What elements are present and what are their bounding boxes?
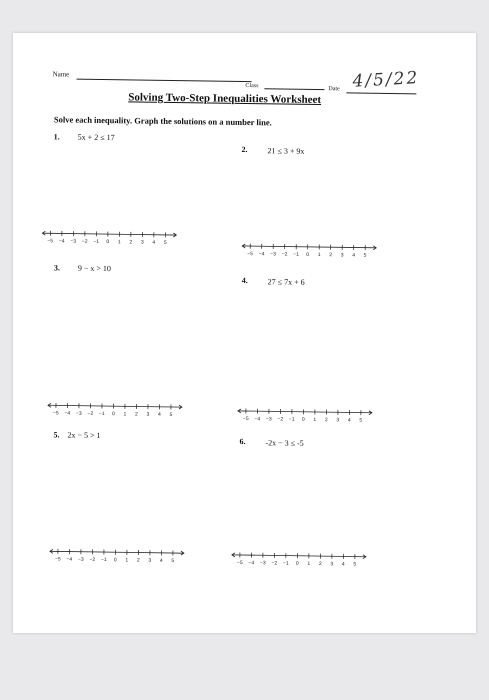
tick-label: 5 bbox=[169, 411, 173, 418]
tick-label: −3 bbox=[77, 556, 84, 563]
number-line-axis bbox=[48, 405, 182, 407]
date-label: Date bbox=[328, 86, 340, 93]
problem-5-expression: 2x − 5 > 1 bbox=[67, 430, 101, 441]
tick-label: −4 bbox=[64, 410, 71, 417]
tick-label: 0 bbox=[106, 239, 110, 246]
tick-label: 1 bbox=[307, 560, 311, 567]
problem-1-expression: 5x + 2 ≤ 17 bbox=[77, 132, 115, 143]
name-label: Name bbox=[52, 70, 70, 79]
tick-label: −2 bbox=[81, 238, 88, 245]
tick-label: 3 bbox=[336, 417, 340, 424]
number-line-axis bbox=[42, 233, 176, 235]
number-line-2 bbox=[242, 241, 384, 261]
problem-3-number: 3. bbox=[53, 263, 60, 273]
tick-label: −5 bbox=[236, 559, 243, 566]
tick-label: 3 bbox=[330, 561, 334, 568]
tick-label: 0 bbox=[306, 251, 310, 258]
tick-label: −3 bbox=[70, 238, 77, 245]
number-line-svg bbox=[48, 400, 190, 420]
tick-label: 0 bbox=[301, 416, 305, 423]
tick-label: 2 bbox=[318, 561, 322, 568]
tick-label: −2 bbox=[87, 410, 94, 417]
problem-6-number: 6. bbox=[239, 436, 246, 447]
name-line bbox=[77, 79, 252, 82]
worksheet-content bbox=[9, 30, 480, 636]
tick-label: −5 bbox=[242, 415, 249, 423]
problem-1-number: 1. bbox=[53, 132, 60, 142]
number-line-svg bbox=[42, 228, 184, 248]
tick-label: 4 bbox=[152, 239, 156, 246]
tick-label: 5 bbox=[163, 239, 167, 246]
tick-label: −3 bbox=[75, 410, 82, 417]
tick-label: −5 bbox=[247, 251, 253, 258]
problem-3-expression: 9 − x > 10 bbox=[77, 263, 111, 274]
tick-label: −3 bbox=[265, 416, 272, 423]
number-line-5 bbox=[50, 546, 192, 566]
number-line-4 bbox=[238, 406, 380, 426]
tick-label: 5 bbox=[353, 561, 357, 568]
tick-label: −2 bbox=[89, 556, 96, 563]
tick-label: 2 bbox=[324, 417, 328, 424]
class-label: Class bbox=[245, 82, 259, 90]
problem-2-number: 2. bbox=[241, 144, 248, 155]
tick-label: 1 bbox=[317, 252, 321, 259]
instructions: Solve each inequality. Graph the solutions on a number line. bbox=[53, 114, 272, 128]
number-line-svg bbox=[238, 406, 380, 426]
tick-label: −3 bbox=[270, 251, 276, 258]
tick-label: −2 bbox=[277, 416, 284, 423]
tick-label: 3 bbox=[148, 557, 152, 564]
tick-label: 4 bbox=[341, 561, 345, 568]
number-line-svg bbox=[50, 546, 192, 566]
tick-label: −1 bbox=[282, 560, 289, 567]
date-line bbox=[346, 92, 416, 94]
tick-label: −1 bbox=[100, 557, 107, 564]
tick-label: −1 bbox=[98, 410, 105, 418]
problem-6-expression: -2x − 3 ≤ -5 bbox=[265, 438, 304, 448]
worksheet-page bbox=[13, 33, 476, 633]
tick-label: 5 bbox=[359, 417, 363, 424]
number-line-axis bbox=[50, 551, 184, 553]
tick-label: 4 bbox=[157, 411, 161, 418]
tick-label: 0 bbox=[111, 411, 115, 418]
tick-label: −1 bbox=[93, 238, 100, 245]
tick-label: −2 bbox=[271, 560, 278, 567]
tick-label: 2 bbox=[134, 411, 138, 418]
tick-label: 0 bbox=[295, 560, 299, 567]
tick-label: 1 bbox=[313, 416, 317, 424]
number-line-svg bbox=[242, 241, 384, 261]
tick-label: −5 bbox=[52, 410, 59, 417]
tick-label: 1 bbox=[117, 239, 121, 246]
tick-label: 4 bbox=[352, 252, 356, 259]
tick-label: 5 bbox=[171, 558, 175, 565]
tick-label: −4 bbox=[66, 556, 73, 563]
tick-label: −4 bbox=[58, 238, 65, 245]
tick-label: −2 bbox=[281, 251, 288, 258]
tick-label: −5 bbox=[47, 238, 54, 245]
class-line bbox=[264, 88, 324, 90]
number-line-1 bbox=[42, 228, 184, 248]
tick-label: −4 bbox=[248, 560, 255, 567]
tick-label: 2 bbox=[129, 239, 133, 246]
tick-label: 3 bbox=[140, 239, 144, 246]
number-line-axis bbox=[232, 555, 366, 557]
tick-label: 2 bbox=[136, 557, 140, 564]
number-line-axis bbox=[242, 246, 376, 248]
tick-label: 4 bbox=[347, 417, 351, 424]
tick-label: 0 bbox=[113, 557, 117, 564]
problem-5-number: 5. bbox=[53, 430, 60, 440]
tick-label: −3 bbox=[259, 560, 266, 567]
tick-label: 1 bbox=[123, 411, 127, 418]
number-line-axis bbox=[238, 411, 372, 413]
problem-4-number: 4. bbox=[241, 275, 248, 286]
tick-label: −1 bbox=[293, 251, 299, 258]
tick-label: −4 bbox=[258, 251, 265, 258]
tick-label: 2 bbox=[329, 252, 333, 259]
tick-label: 1 bbox=[125, 557, 129, 564]
tick-label: 3 bbox=[146, 411, 150, 418]
number-line-svg bbox=[232, 550, 374, 570]
tick-label: −4 bbox=[254, 416, 261, 423]
tick-label: 4 bbox=[159, 557, 163, 564]
problem-4-expression: 27 ≤ 7x + 6 bbox=[267, 277, 305, 287]
number-line-6 bbox=[232, 550, 374, 570]
worksheet-title: Solving Two-Step Inequalities Worksheet bbox=[128, 91, 322, 107]
tick-label: −1 bbox=[288, 416, 295, 423]
tick-label: 5 bbox=[363, 252, 367, 259]
number-line-3 bbox=[48, 400, 190, 420]
tick-label: −5 bbox=[54, 556, 61, 563]
date-value-handwritten: 4/5/22 bbox=[352, 68, 420, 92]
problem-2-expression: 21 ≤ 3 + 9x bbox=[267, 146, 305, 156]
tick-label: 3 bbox=[340, 252, 344, 259]
